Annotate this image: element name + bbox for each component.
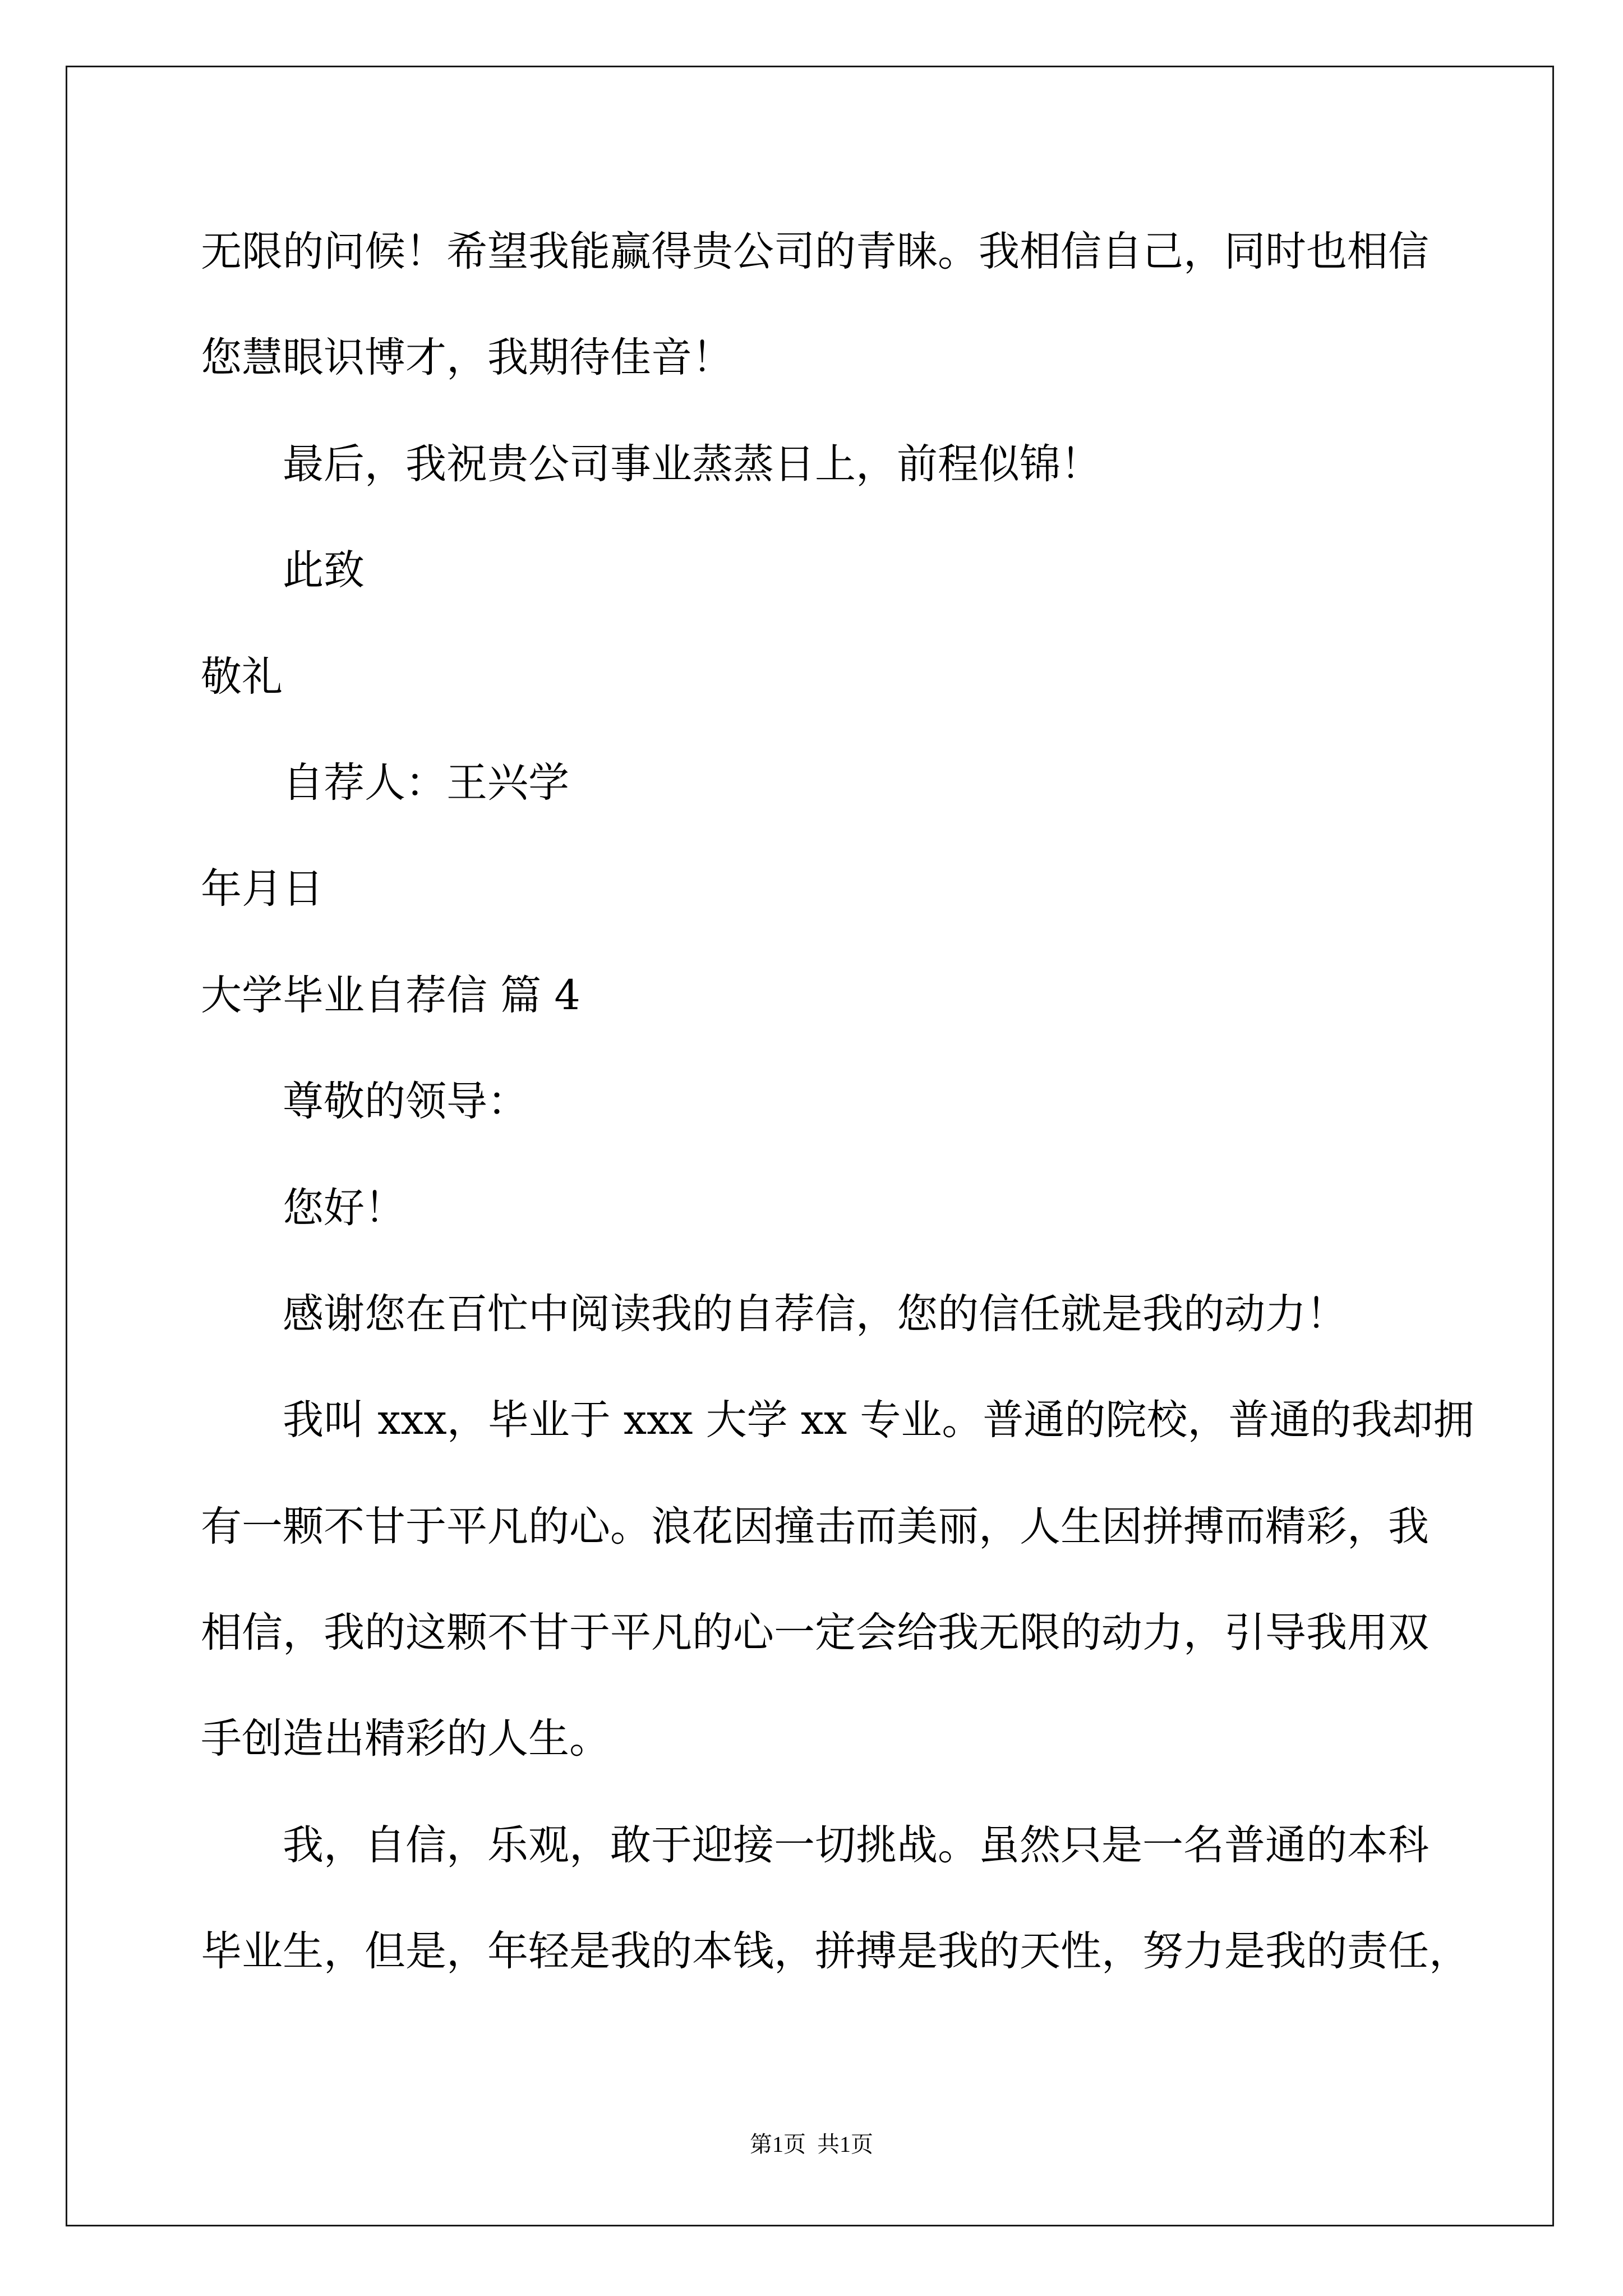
section-title: 大学毕业自荐信 篇 4: [201, 971, 580, 1019]
letter-line-continuation: 无限的问候！希望我能赢得贵公司的青睐。我相信自己，同时也相信: [201, 228, 1429, 275]
paragraph-line: 毕业生，但是，年轻是我的本钱，拼搏是我的天性，努力是我的责任，: [201, 1927, 1470, 1976]
paragraph-line: 相信，我的这颗不甘于平凡的心一定会给我无限的动力，引导我用双: [201, 1609, 1429, 1657]
page-footer: 第1页 共1页: [750, 2132, 873, 2157]
paragraph-line: 我叫 xxx，毕业于 xxx 大学 xx 专业。普通的院校，普通的我却拥: [283, 1396, 1474, 1444]
date-line: 年月日: [201, 865, 324, 913]
paragraph-line: 有一颗不甘于平凡的心。浪花因撞击而美丽，人生因拼搏而精彩，我: [201, 1502, 1429, 1550]
letter-line-continuation: 您慧眼识博才，我期待佳音！: [201, 334, 733, 382]
paragraph-line: 手创造出精彩的人生。: [201, 1715, 610, 1763]
greeting-recipient: 尊敬的领导：: [283, 1078, 528, 1126]
greeting-hello: 您好！: [283, 1184, 405, 1232]
closing-salutation: 此致: [283, 546, 365, 595]
signature-line: 自荐人：王兴学: [283, 758, 569, 807]
paragraph-line: 我，自信，乐观，敢于迎接一切挑战。虽然只是一名普通的本科: [283, 1821, 1429, 1869]
closing-wish: 最后，我祝贵公司事业蒸蒸日上，前程似锦！: [283, 440, 1101, 488]
closing-regards: 敬礼: [201, 652, 283, 701]
paragraph-line: 感谢您在百忙中阅读我的自荐信，您的信任就是我的动力！: [283, 1290, 1347, 1338]
letter-body: [201, 199, 1547, 2005]
